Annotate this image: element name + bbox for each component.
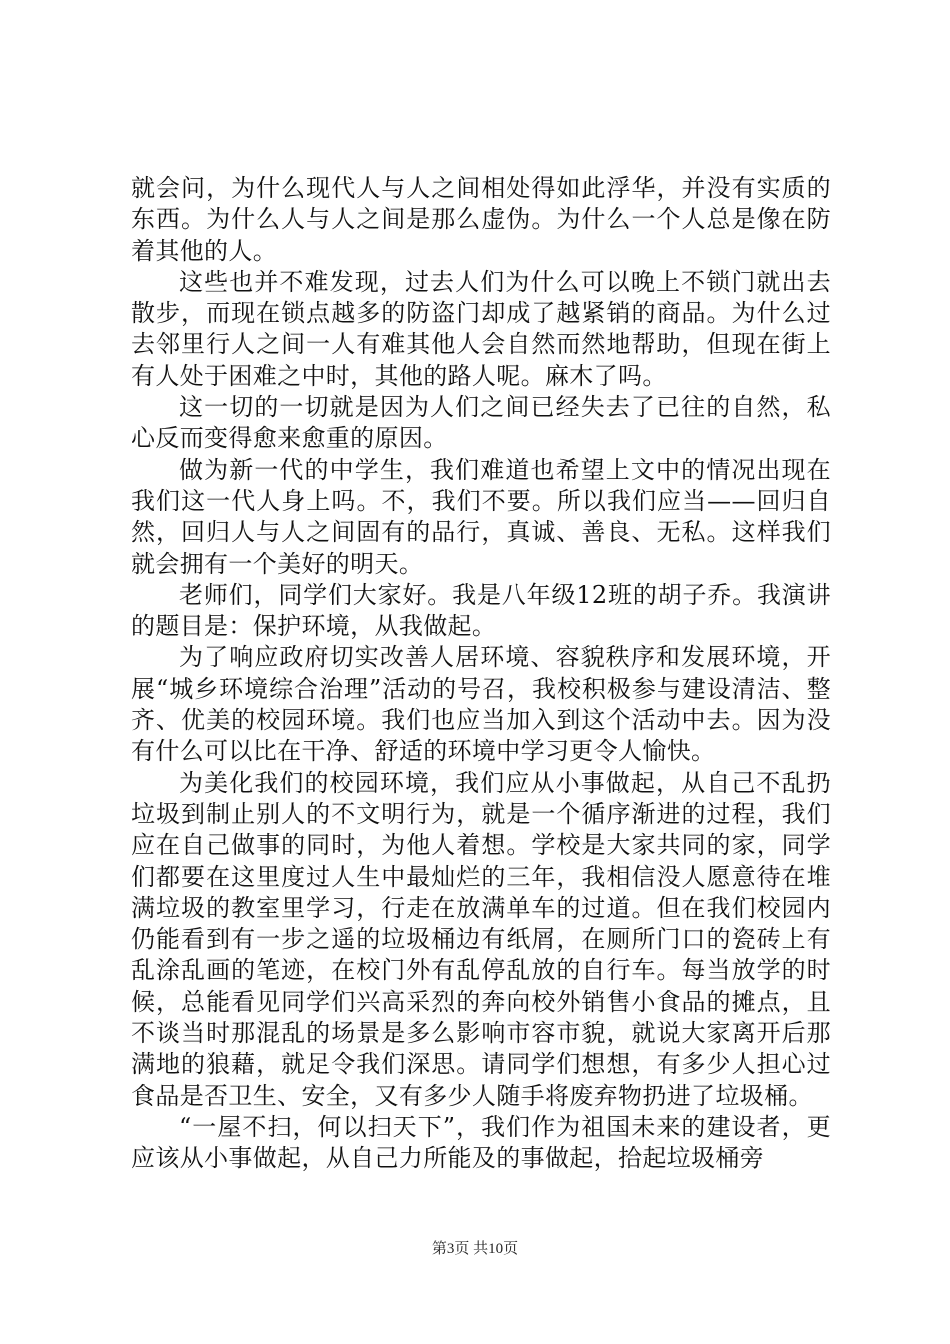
paragraph-2: 这些也并不难发现，过去人们为什么可以晚上不锁门就出去散步，而现在锁点越多的防盗门却成了越紧销的商品。为什么过去邻里行人之间一人有难其他人会自然而然地帮助，但现在街上有人处于困难之中时，其他的路人呢。麻木了吗。 [131,267,831,390]
page-footer [0,1239,950,1259]
document-body [131,173,831,1175]
paragraph-4: 做为新一代的中学生，我们难道也希望上文中的情况出现在我们这一代人身上吗。不，我们不要。所以我们应当——回归自然，回归人与人之间固有的品行，真诚、善良、无私。这样我们就会拥有一个美好的明天。 [131,455,831,578]
paragraph-5: 老师们，同学们大家好。我是八年级12班的胡子乔。我演讲的题目是：保护环境，从我做起。 [131,580,831,641]
page-number-label: 第3页 共10页 [431,1241,519,1257]
paragraph-6: 为了响应政府切实改善人居环境、容貌秩序和发展环境，开展“城乡环境综合治理”活动的号召，我校积极参与建设清洁、整齐、优美的校园环境。我们也应当加入到这个活动中去。因为没有什么可以比在干净、舒适的环境中学习更令人愉快。 [131,643,831,766]
paragraph-1: 就会问，为什么现代人与人之间相处得如此浮华，并没有实质的东西。为什么人与人之间是那么虚伪。为什么一个人总是像在防着其他的人。 [131,174,831,265]
paragraph-7: 为美化我们的校园环境，我们应从小事做起，从自己不乱扔垃圾到制止别人的不文明行为，就是一个循序渐进的过程，我们应在自己做事的同时，为他人着想。学校是大家共同的家，同学们都要在这里度过人生中最灿烂的三年，我相信没人愿意待在堆满垃圾的教室里学习，行走在放满单车的过道。但在我们校园内仍能看到有一步之遥的垃圾桶边有纸屑，在厕所门口的瓷砖上有乱涂乱画的笔迹，在校门外有乱停乱放的自行车。每当放学的时候，总能看见同学们兴高采烈的奔向校外销售小食品的摊点，且不谈当时那混乱的场景是多么影响市容市貌，就说大家离开后那满地的狼藉，就足令我们深思。请同学们想想，有多少人担心过食品是否卫生、安全，又有多少人随手将废弃物扔进了垃圾桶。 [131,768,831,1110]
paragraph-8: “一屋不扫，何以扫天下”，我们作为祖国未来的建设者，更应该从小事做起，从自己力所能及的事做起，拾起垃圾桶旁 [131,1112,831,1173]
paragraph-3: 这一切的一切就是因为人们之间已经失去了已往的自然，私心反而变得愈来愈重的原因。 [131,393,831,453]
